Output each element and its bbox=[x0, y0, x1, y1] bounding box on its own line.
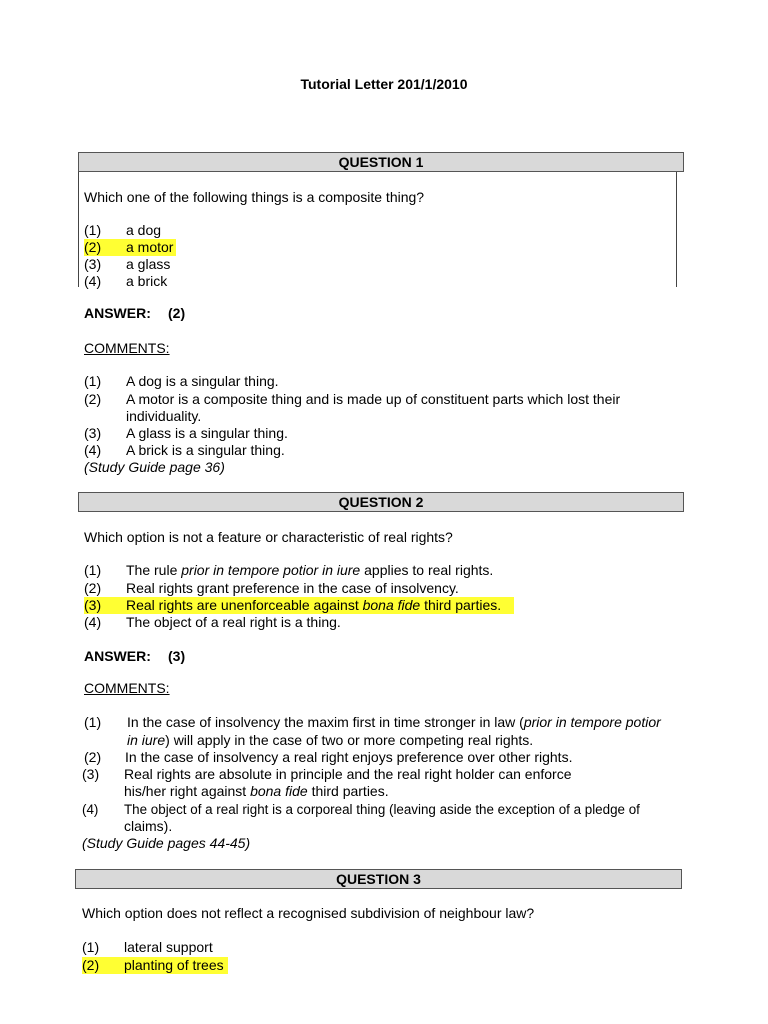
document-title: Tutorial Letter 201/1/2010 bbox=[300, 76, 468, 92]
q2-option-2-num: (2) bbox=[84, 580, 102, 596]
q2-option-4 bbox=[84, 614, 341, 631]
q2-comment-3-cont-post: third parties. bbox=[307, 783, 389, 799]
q2-option-3-pre: Real rights are unenforceable against bbox=[126, 597, 363, 613]
q2-option-4-text: The object of a real right is a thing. bbox=[126, 614, 341, 630]
q2-answer bbox=[84, 648, 186, 665]
q2-comment-1-num: (1) bbox=[84, 714, 102, 730]
q2-option-3-post: third parties. bbox=[420, 597, 502, 613]
q2-comment-3 bbox=[82, 766, 572, 783]
q2-option-1-italic: prior in tempore potior in iure bbox=[181, 562, 361, 578]
q1-option-4-num: (4) bbox=[84, 273, 102, 289]
q1-comment-3-text: A glass is a singular thing. bbox=[126, 425, 288, 441]
q2-answer-value: (3) bbox=[168, 648, 186, 664]
q3-option-1 bbox=[82, 939, 213, 956]
q1-comment-1-text: A dog is a singular thing. bbox=[126, 373, 279, 389]
q2-option-2 bbox=[84, 580, 459, 597]
q1-answer bbox=[84, 305, 186, 322]
q2-option-1-post: applies to real rights. bbox=[360, 562, 494, 578]
question-1-left-border bbox=[78, 172, 79, 287]
q2-comment-1-italic: prior in tempore potior bbox=[523, 714, 661, 730]
q1-option-3-text: a glass bbox=[126, 256, 171, 272]
q1-comment-2-num: (2) bbox=[84, 391, 102, 407]
q2-comment-3-cont-italic: bona fide bbox=[250, 783, 308, 799]
q1-answer-value: (2) bbox=[168, 305, 186, 321]
q2-comment-3-num: (3) bbox=[82, 766, 100, 782]
q1-option-3-num: (3) bbox=[84, 256, 102, 272]
q2-option-3-num: (3) bbox=[84, 597, 102, 613]
q2-option-3-italic: bona fide bbox=[362, 597, 421, 613]
q3-option-2-text: planting of trees bbox=[124, 957, 224, 973]
question-1-prompt: Which one of the following things is a composite thing? bbox=[84, 189, 425, 205]
q1-option-4-text: a brick bbox=[126, 273, 168, 289]
q2-option-3-text bbox=[126, 597, 501, 614]
q1-comment-2-cont: individuality. bbox=[126, 408, 202, 424]
question-2-prompt: Which option is not a feature or characteristic of real rights? bbox=[84, 529, 453, 545]
q2-option-1-pre: The rule bbox=[126, 562, 182, 578]
q2-comment-3-cont bbox=[124, 783, 389, 800]
q2-comment-1-text bbox=[127, 714, 661, 731]
q1-reference: (Study Guide page 36) bbox=[84, 459, 225, 475]
q1-comment-4-num: (4) bbox=[84, 442, 102, 458]
q2-reference: (Study Guide pages 44-45) bbox=[82, 835, 251, 851]
q2-comment-4-cont: claims). bbox=[124, 818, 173, 834]
q2-comment-1-cont bbox=[127, 732, 533, 749]
question-1-heading: QUESTION 1 bbox=[78, 152, 684, 172]
q1-option-1-num: (1) bbox=[84, 222, 102, 238]
q2-comment-2-text: In the case of insolvency a real right enjoys preference over other rights. bbox=[125, 749, 573, 765]
q1-option-1 bbox=[84, 222, 162, 239]
q1-comment-4-text: A brick is a singular thing. bbox=[126, 442, 285, 458]
q3-option-2-num: (2) bbox=[82, 957, 100, 973]
q2-comment-4 bbox=[82, 801, 640, 818]
q2-answer-label: ANSWER: bbox=[84, 648, 151, 664]
q1-option-2 bbox=[84, 239, 176, 256]
q1-answer-label: ANSWER: bbox=[84, 305, 151, 321]
q2-comment-4-num: (4) bbox=[82, 802, 99, 817]
q1-comment-3 bbox=[84, 425, 288, 442]
q1-comment-1-num: (1) bbox=[84, 373, 102, 389]
q2-comments-label: COMMENTS: bbox=[84, 680, 170, 696]
q2-comment-1-pre: In the case of insolvency the maxim first in time stronger in law ( bbox=[127, 714, 524, 730]
q1-comment-4 bbox=[84, 442, 285, 459]
q1-comment-2-text: A motor is a composite thing and is made up of constituent parts which lost their bbox=[126, 391, 621, 407]
question-3-heading: QUESTION 3 bbox=[75, 869, 682, 889]
q2-comment-3-text: Real rights are absolute in principle and the real right holder can enforce bbox=[124, 766, 572, 782]
q2-comment-1-cont-post: ) will apply in the case of two or more competing real rights. bbox=[165, 732, 534, 748]
q2-option-4-num: (4) bbox=[84, 614, 102, 630]
q1-option-1-text: a dog bbox=[126, 222, 162, 238]
question-2-heading: QUESTION 2 bbox=[78, 492, 684, 512]
q1-option-3 bbox=[84, 256, 171, 273]
q1-option-4 bbox=[84, 273, 168, 290]
q2-option-1 bbox=[84, 562, 494, 579]
q1-option-2-text: a motor bbox=[126, 239, 174, 255]
question-3-prompt: Which option does not reflect a recognised subdivision of neighbour law? bbox=[82, 905, 535, 921]
q1-comment-2 bbox=[84, 391, 621, 408]
q3-option-1-num: (1) bbox=[82, 939, 100, 955]
q2-comment-1-cont-italic: in iure bbox=[127, 732, 166, 748]
q1-comment-3-num: (3) bbox=[84, 425, 102, 441]
q2-comment-2-num: (2) bbox=[84, 749, 102, 765]
question-1-right-border bbox=[676, 172, 677, 287]
q2-option-1-num: (1) bbox=[84, 562, 102, 578]
q1-comments-label: COMMENTS: bbox=[84, 340, 170, 356]
q2-comment-3-cont-pre: his/her right against bbox=[124, 783, 251, 799]
q3-option-2 bbox=[82, 957, 228, 974]
q2-option-2-text: Real rights grant preference in the case of insolvency. bbox=[126, 580, 459, 596]
q2-comment-4-text: The object of a real right is a corporeal thing (leaving aside the exception of a pledge of bbox=[124, 802, 640, 817]
q2-option-1-text bbox=[126, 562, 493, 579]
q2-comment-1 bbox=[84, 714, 661, 731]
q2-comment-2 bbox=[84, 749, 573, 766]
q2-option-3 bbox=[84, 597, 514, 614]
q1-option-2-num: (2) bbox=[84, 239, 102, 255]
q3-option-1-text: lateral support bbox=[124, 939, 213, 955]
q1-comment-1 bbox=[84, 373, 279, 390]
